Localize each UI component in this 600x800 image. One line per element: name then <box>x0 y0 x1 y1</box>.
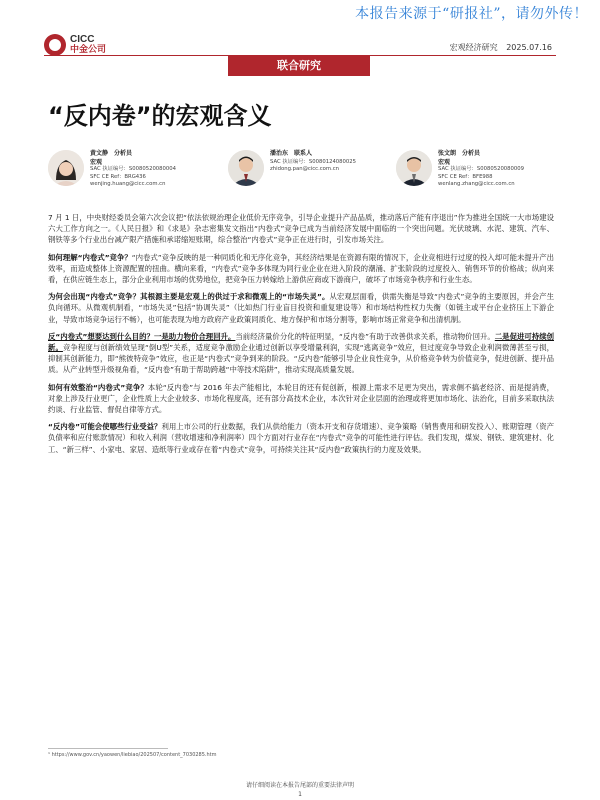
paragraph <box>48 382 554 416</box>
author-email: wenlang.zhang@cicc.com.cn <box>438 181 515 188</box>
avatar <box>396 150 432 186</box>
source-watermark: 本报告来源于“研报社”，请勿外传！ <box>355 6 588 22</box>
author-team: 宏观 <box>438 158 451 166</box>
brand-cn: 中金公司 <box>70 45 107 55</box>
cicc-logo-icon <box>44 34 66 56</box>
paragraph-text: 从宏观层面看，供需失衡是导致“内卷式”竞争的主要原因，并会产生负向循环。从微观机制看，“市场失灵”包括“协调失灵”（比如热门行业盲目投资和重复建设等）和市场结构性权力失衡（如链主或平台企业挤压上下游企业，导致市场竞争运行不畅），也可能表现为地方政府产业政策同质化、地方保护和市场分割等，影响市场正常竞争和出清机制。 <box>48 292 554 324</box>
paragraph-lead: “反内卷”可能会使哪些行业受益？ <box>48 422 162 432</box>
legal-disclaimer: 请仔细阅读在本报告尾部的重要法律声明 <box>245 782 354 789</box>
paragraph-highlight: 二是促进可持续创新。 <box>48 331 554 353</box>
page-number: 1 <box>298 791 302 798</box>
author-sfc: SFC CE Ref：BRG436 <box>90 173 146 180</box>
report-type-tag: 联合研究 <box>228 56 370 76</box>
paragraph-text: 当前经济量价分化的特征明显，“反内卷”有助于改善供求关系，推动物价回升。 <box>235 331 495 341</box>
author-email: zhidong.pan@cicc.com.cn <box>270 166 340 173</box>
paragraph-text: 7 月 1 日，中央财经委员会第六次会议把“依法依规治理企业低价无序竞争，引导企业提升产品品质，推动落后产能有序退出”作为推进全国统一大市场建设六大工作方向之一。《人民日报》和《求是》杂志密集发文指出“内卷式”竞争已成为当前经济发展中面临的一个突出问题。光伏玻璃、水泥、建筑、汽车、钢铁等多个行业出台减产限产措施和承诺缩短账期，综合整治“内卷式”竞争正在进行时，引发市场关注。 <box>48 213 554 245</box>
report-date: 2025.07.16 <box>506 43 552 52</box>
avatar <box>48 150 84 186</box>
author-sfc: SFC CE Ref：BFE988 <box>438 173 493 180</box>
footnote-divider <box>48 748 168 749</box>
author-sac: SAC 执证编号：S0080520080004 <box>90 166 177 173</box>
report-body <box>48 212 554 461</box>
paragraph-lead: 反“内卷式”想要达到什么目的？一是助力物价合理回升。 <box>48 331 236 341</box>
author-list <box>48 150 568 210</box>
author-role: 分析员 <box>114 150 133 157</box>
paragraph-text: 本轮“反内卷”与 2016 年去产能相比，本轮目的还有促创新，根源上需求不足更为突出，需求侧不搞老经济、而是提消费，对象上涉及行业更广，企业性质上大企业较多、市场化程度高，还有部分高技术企业，本次针对企业层面的治理或将更加市场化、法治化，目前多采取执法约谈、行业监管、督促自律等方式。 <box>48 382 554 415</box>
brand-en: CICC <box>70 34 95 45</box>
paragraph-lead: 如何理解“内卷式”竞争？ <box>48 252 132 262</box>
author-role: 分析员 <box>462 150 481 157</box>
author-name: 张文朗 <box>438 150 457 157</box>
page-title: “反内卷”的宏观含义 <box>48 102 272 130</box>
avatar <box>228 150 264 186</box>
author-name: 黄文静 <box>90 150 109 157</box>
author-email: wenjing.huang@cicc.com.cn <box>90 181 166 188</box>
paragraph-text: 利用上市公司的行业数据，我们从供给能力（资本开支和存货增速）、竞争策略（销售费用和研发投入）、账期管理（资产负债率和应付账款情况）和收入利润（营收增速和净利润率）四个方面对行业存在“内卷式”竞争的可能性进行评估。我们发现，煤炭、钢铁、建筑建材、化工、“新三样”、小家电、家居、造纸等行业或存在着“内卷式”竞争，可持续关注其“反内卷”政策执行的力度及效果。 <box>48 422 555 454</box>
footnote-link[interactable]: ¹ https://www.gov.cn/yaowen/liebiao/202507/content_7030285.htm <box>48 752 217 758</box>
report-category: 宏观经济研究 <box>449 43 498 52</box>
paragraph-lead: 如何有效整治“内卷式”竞争？ <box>48 382 148 392</box>
author-role: 联系人 <box>294 150 313 157</box>
paragraph <box>48 291 554 325</box>
author-team: 宏观 <box>90 158 103 166</box>
paragraph <box>48 252 554 286</box>
author-sac: SAC 执证编号：S0080520080009 <box>438 166 525 173</box>
author-sac: SAC 执证编号：S0080124080025 <box>270 158 357 165</box>
brand-logo <box>44 34 106 56</box>
paragraph-text: “内卷式”竞争反映的是一种同质化和无序化竞争，其经济结果是在资源有限的情况下，企业竞相进行过度的投入却可能未提升产出效率，而造成整体上资源配置的扭曲。横向来看，“内卷式”竞争多体现为同行业企业在进入阶段的潮涌、扩张阶段的过度投入、销售环节的价格战；纵向来看，在供应链生态上，部分企业利用市场的优势地位，把竞争压力转嫁给上游供应商或下游商户，破坏了市场竞争秩序和行业生态。 <box>48 252 555 285</box>
paragraph <box>48 331 554 376</box>
author-name: 潘治东 <box>270 150 289 157</box>
paragraph-lead: 为何会出现“内卷式”竞争？其根源主要是宏观上的供过于求和微观上的“市场失灵”。 <box>48 292 330 302</box>
paragraph <box>48 212 554 246</box>
paragraph <box>48 421 554 455</box>
header-meta <box>444 42 552 53</box>
paragraph-text: 竞争程度与创新绩效呈现“倒U型”关系，适度竞争激励企业通过创新以享受增量利润，实现“逃离竞争”效应，但过度竞争导致企业利润微薄甚至亏损，抑制其创新能力，即“熊彼特竞争”效应，也正是“内卷式”竞争到来的阶段。“反内卷”能够引导企业良性竞争，从价格竞争转为价值竞争，促进创新、提升品质。从产业转型升级视角看，“反内卷”有助于帮助跨越“中等技术陷阱”，推动实现高质量发展。 <box>48 343 554 375</box>
